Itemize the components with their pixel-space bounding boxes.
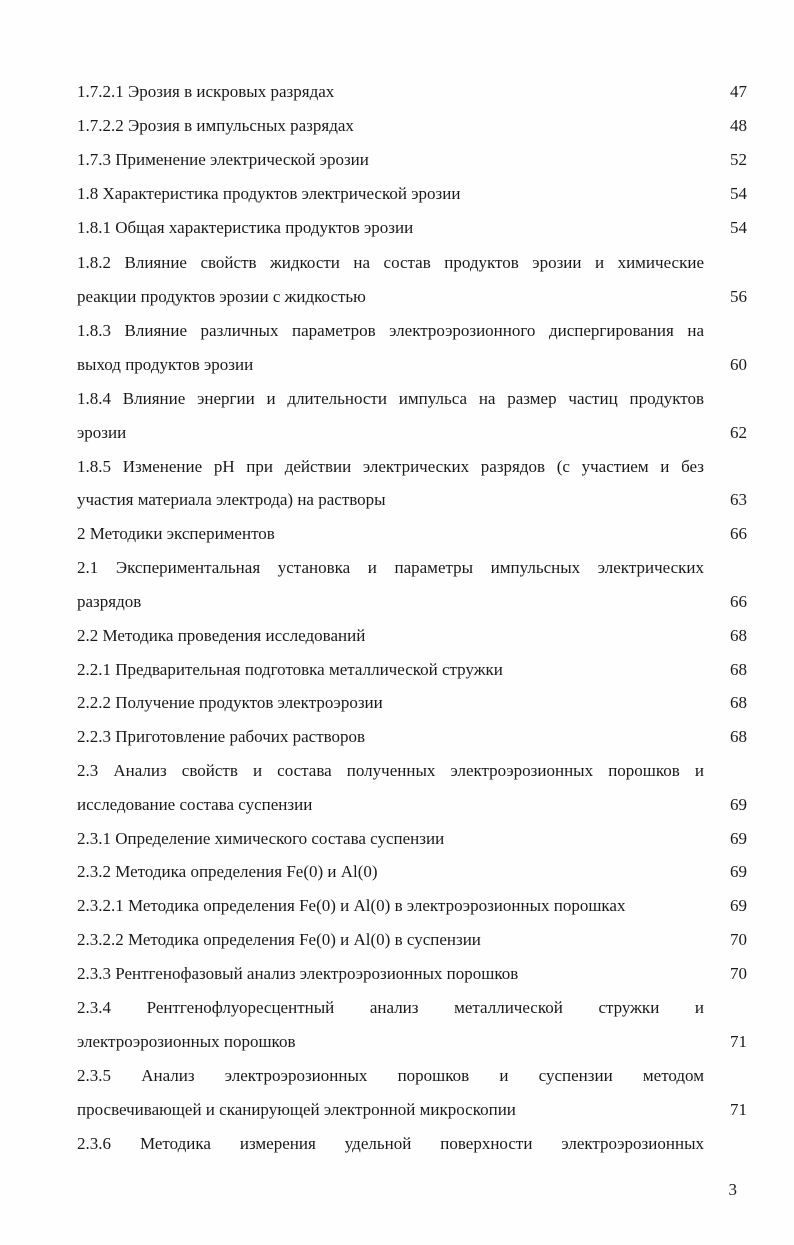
toc-entry-line2: выход продуктов эрозии	[77, 355, 254, 374]
toc-entry-line2: реакции продуктов эрозии с жидкостью	[77, 287, 366, 306]
toc-entry-text: 2.3.1 Определение химического состава суспензии	[77, 829, 445, 848]
toc-entry-page: 56	[730, 287, 747, 306]
toc-entry-text: 2.2.3 Приготовление рабочих растворов	[77, 727, 366, 746]
toc-entry-page: 69	[730, 795, 747, 814]
toc-entry-line1: 2.3.4 Рентгенофлуоресцентный анализ металлической стружки и	[77, 998, 704, 1017]
toc-entry-page: 63	[730, 490, 747, 509]
toc-entry-page: 60	[730, 355, 747, 374]
toc-entry-page: 52	[730, 150, 747, 169]
toc-entry-line1: 2.3 Анализ свойств и состава полученных электроэрозионных порошков и	[77, 761, 704, 780]
toc-entry-line2: эрозии	[77, 423, 127, 442]
toc-entry-page: 71	[730, 1100, 747, 1119]
toc-entry-page: 69	[730, 829, 747, 848]
toc-entry-text: 1.8 Характеристика продуктов электрической эрозии	[77, 184, 461, 203]
toc-entry-page: 66	[730, 592, 747, 611]
toc-entry-text: 2.3.2 Методика определения Fe(0) и Al(0)	[77, 862, 378, 881]
toc-entry-page: 71	[730, 1032, 747, 1051]
toc-entry-line1: 2.3.5 Анализ электроэрозионных порошков и суспензии методом	[77, 1066, 704, 1085]
toc-entry-line2: участия материала электрода) на растворы	[77, 490, 386, 509]
toc-entry-page: 68	[730, 660, 747, 679]
toc-entry-page: 70	[730, 930, 747, 949]
toc-entry-line1: 1.8.5 Изменение pH при действии электрических разрядов (с участием и без	[77, 457, 704, 476]
toc-entry-text: 1.7.2.2 Эрозия в импульсных разрядах	[77, 116, 354, 135]
toc-entry-page: 66	[730, 524, 747, 543]
toc-entry-line1: 1.8.4 Влияние энергии и длительности импульса на размер частиц продуктов	[77, 389, 704, 408]
toc-entry-text: 2.3.2.1 Методика определения Fe(0) и Al(0) в электроэрозионных порошках	[77, 896, 626, 915]
toc-entry-line1: 2.3.6 Методика измерения удельной поверхности электроэрозионных	[77, 1134, 704, 1153]
toc-entry-page: 69	[730, 862, 747, 881]
toc-entry-page: 68	[730, 727, 747, 746]
toc-entry-line2: электроэрозионных порошков	[77, 1032, 296, 1051]
toc-entry-page: 48	[730, 116, 747, 135]
toc-entry-text: 1.8.1 Общая характеристика продуктов эрозии	[77, 218, 414, 237]
toc-entry-text: 2.3.3 Рентгенофазовый анализ электроэрозионных порошков	[77, 964, 519, 983]
toc-entry-page: 69	[730, 896, 747, 915]
toc-entry-line2: просвечивающей и сканирующей электронной микроскопии	[77, 1100, 516, 1119]
toc-entry-line2: исследование состава суспензии	[77, 795, 313, 814]
toc-entry-text: 1.7.2.1 Эрозия в искровых разрядах	[77, 82, 335, 101]
toc-entry-page: 68	[730, 693, 747, 712]
toc-entry-text: 2.2 Методика проведения исследований	[77, 626, 366, 645]
toc-entry-page: 68	[730, 626, 747, 645]
toc-entry-line1: 1.8.2 Влияние свойств жидкости на состав продуктов эрозии и химические	[77, 253, 704, 272]
toc-entry-text: 2.2.2 Получение продуктов электроэрозии	[77, 693, 383, 712]
toc-entry-line1: 1.8.3 Влияние различных параметров электроэрозионного диспергирования на	[77, 321, 704, 340]
toc-entry-page: 47	[730, 82, 747, 101]
toc-entry-page: 54	[730, 184, 747, 203]
toc-entry-page: 62	[730, 423, 747, 442]
page-number: 3	[728, 1180, 737, 1199]
toc-entry-page: 70	[730, 964, 747, 983]
toc-entry-line2: разрядов	[77, 592, 142, 611]
toc-entry-text: 1.7.3 Применение электрической эрозии	[77, 150, 369, 169]
toc-entry-text: 2.3.2.2 Методика определения Fe(0) и Al(0) в суспензии	[77, 930, 481, 949]
toc-entry-text: 2 Методики экспериментов	[77, 524, 275, 543]
toc-entry-line1: 2.1 Экспериментальная установка и параметры импульсных электрических	[77, 558, 704, 577]
toc-entry-text: 2.2.1 Предварительная подготовка металлической стружки	[77, 660, 503, 679]
toc-entry-page: 54	[730, 218, 747, 237]
